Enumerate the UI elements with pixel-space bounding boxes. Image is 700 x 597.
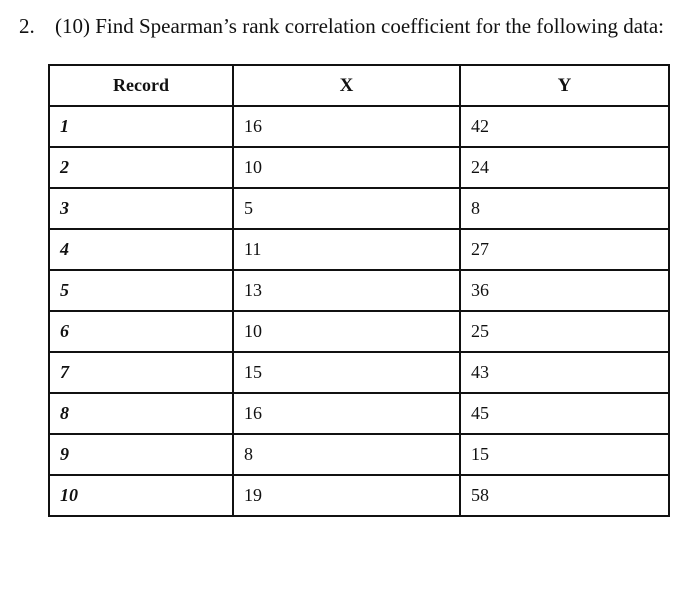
x-value-cell: 19 <box>233 475 460 516</box>
x-value-cell: 13 <box>233 270 460 311</box>
table-body <box>49 106 669 516</box>
question-prompt <box>19 14 664 39</box>
record-cell: 2 <box>49 147 233 188</box>
record-cell: 8 <box>49 393 233 434</box>
question-number: 2. <box>19 14 35 38</box>
y-value-cell: 43 <box>460 352 669 393</box>
table-header-row <box>49 65 669 106</box>
table-row <box>49 475 669 516</box>
table-row <box>49 229 669 270</box>
table-row <box>49 147 669 188</box>
y-value-cell: 25 <box>460 311 669 352</box>
column-header-x: X <box>233 65 460 106</box>
x-value-cell: 16 <box>233 393 460 434</box>
x-value-cell: 5 <box>233 188 460 229</box>
x-value-cell: 10 <box>233 311 460 352</box>
y-value-cell: 27 <box>460 229 669 270</box>
table-row <box>49 352 669 393</box>
y-value-cell: 36 <box>460 270 669 311</box>
record-cell: 1 <box>49 106 233 147</box>
y-value-cell: 58 <box>460 475 669 516</box>
x-value-cell: 8 <box>233 434 460 475</box>
y-value-cell: 24 <box>460 147 669 188</box>
record-cell: 4 <box>49 229 233 270</box>
table-row <box>49 188 669 229</box>
table-row <box>49 393 669 434</box>
x-value-cell: 10 <box>233 147 460 188</box>
y-value-cell: 42 <box>460 106 669 147</box>
x-value-cell: 11 <box>233 229 460 270</box>
table-row <box>49 311 669 352</box>
question-text: (10) Find Spearman’s rank correlation coefficient for the following data: <box>55 14 664 38</box>
record-cell: 5 <box>49 270 233 311</box>
column-header-record: Record <box>49 65 233 106</box>
data-table <box>48 64 670 517</box>
y-value-cell: 8 <box>460 188 669 229</box>
record-cell: 7 <box>49 352 233 393</box>
table-row <box>49 106 669 147</box>
y-value-cell: 15 <box>460 434 669 475</box>
record-cell: 3 <box>49 188 233 229</box>
record-cell: 10 <box>49 475 233 516</box>
x-value-cell: 16 <box>233 106 460 147</box>
column-header-y: Y <box>460 65 669 106</box>
y-value-cell: 45 <box>460 393 669 434</box>
table-row <box>49 434 669 475</box>
table-row <box>49 270 669 311</box>
x-value-cell: 15 <box>233 352 460 393</box>
record-cell: 6 <box>49 311 233 352</box>
record-cell: 9 <box>49 434 233 475</box>
